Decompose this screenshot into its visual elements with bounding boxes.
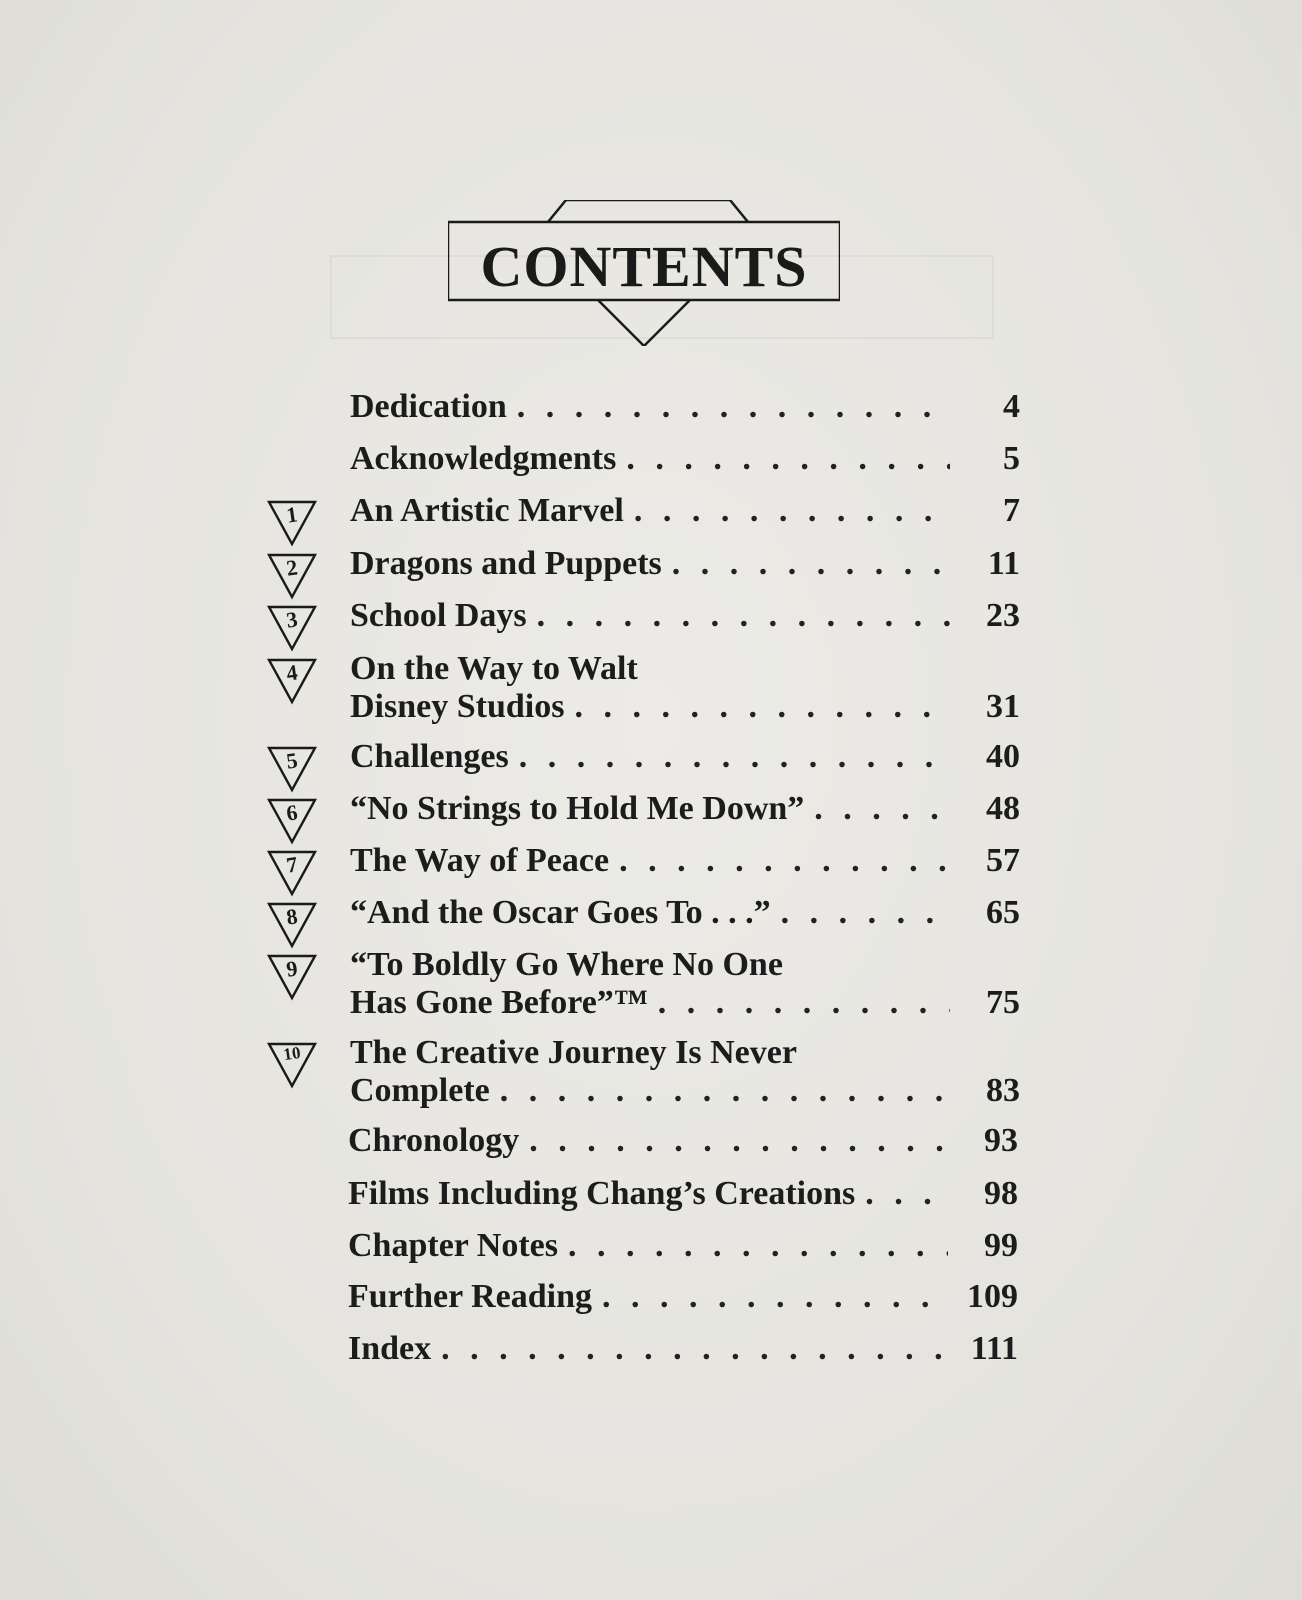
chapter-number-badge [266,900,318,952]
dot-leader [609,842,950,880]
chapter-number: 7 [284,851,300,878]
toc-entry [350,650,1020,726]
chapter-number-badge [266,744,318,796]
toc-entry [350,440,1020,478]
toc-entry [348,1122,1018,1160]
toc-entry-title: “And the Oscar Goes To . . .” [350,894,771,931]
chapter-number: 4 [284,659,300,686]
toc-entry-title: Films Including Chang’s Creations [348,1175,856,1212]
dot-leader [616,440,950,478]
toc-entry-title: An Artistic Marvel [350,492,624,529]
chapter-number-badge [266,952,318,1004]
page-number: 48 [986,790,1020,827]
toc-entry [348,1175,1018,1213]
chapter-number: 2 [284,554,300,581]
toc-entry [350,545,1020,583]
dot-leader [558,1227,948,1265]
chapter-number-badge [266,796,318,848]
chapter-number-badge [266,551,318,603]
toc-entry-title: The Creative Journey Is Never [350,1034,797,1071]
chapter-number-badge [266,848,318,900]
toc-entry-title: Further Reading [348,1278,592,1315]
toc-entry-title: Dedication [350,388,507,425]
toc-entry [350,388,1020,426]
chapter-number: 3 [284,606,300,633]
page-number: 111 [970,1330,1018,1367]
dot-leader [490,1072,950,1110]
toc-entry [350,492,1020,530]
toc-entry-title: Chronology [348,1122,520,1159]
toc-entry-title: The Way of Peace [350,842,610,879]
dot-leader [624,492,950,530]
toc-entry-title: Challenges [350,738,509,775]
toc-entry-title: School Days [350,597,527,634]
dot-leader [527,597,950,635]
toc-entry [348,1278,1018,1316]
toc-entry-title-continued: Has Gone Before”™ [350,984,648,1021]
toc-entry-title: Chapter Notes [348,1227,558,1264]
toc-entry-title: Dragons and Puppets [350,545,662,582]
chapter-number-badge [266,603,318,655]
page-number: 83 [986,1072,1020,1109]
page-number: 7 [1003,492,1020,529]
dot-leader [804,790,950,828]
chapter-number-badge [266,1040,318,1092]
dot-leader [564,688,950,726]
toc-entry [350,894,1020,932]
chapter-number: 6 [284,799,300,826]
chapter-number: 9 [284,955,300,982]
dot-leader [662,545,950,583]
toc-entry-title: Acknowledgments [350,440,617,477]
chapter-number: 1 [284,501,300,528]
toc-entry-title-continued: Disney Studios [350,688,565,725]
dot-leader [507,388,950,426]
chapter-number: 5 [284,747,300,774]
toc-entry [348,1330,1018,1368]
page-number: 5 [1003,440,1020,477]
dot-leader [648,984,950,1022]
page-number: 23 [986,597,1020,634]
dot-leader [509,738,950,776]
toc-entry-title-continued: Complete [350,1072,490,1109]
page-number: 57 [986,842,1020,879]
toc-entry-title: “No Strings to Hold Me Down” [350,790,805,827]
toc-entry [348,1227,1018,1265]
page-number: 31 [986,688,1020,725]
page-title: CONTENTS [480,233,808,299]
toc-entry-title: “To Boldly Go Where No One [350,946,783,983]
page-number: 40 [986,738,1020,775]
toc-entry [350,738,1020,776]
chapter-number-badge [266,498,318,550]
page-number: 93 [984,1122,1018,1159]
chapter-number-badge [266,656,318,708]
toc-entry-title: Index [348,1330,432,1367]
page-number: 75 [986,984,1020,1021]
toc-entry [350,790,1020,828]
page-number: 99 [984,1227,1018,1264]
toc-entry [350,842,1020,880]
chapter-number: 10 [282,1042,302,1065]
toc-entry-title: On the Way to Walt [350,650,638,687]
dot-leader [431,1330,948,1368]
toc-entry [350,597,1020,635]
dot-leader [855,1175,948,1213]
page-number: 65 [986,894,1020,931]
toc-entry [350,946,1020,1022]
page-number: 98 [984,1175,1018,1212]
dot-leader [771,894,950,932]
page-number: 11 [987,545,1020,582]
dot-leader [592,1278,948,1316]
chapter-number: 8 [284,903,300,930]
dot-leader [519,1122,948,1160]
page-number: 4 [1003,388,1020,425]
toc-entry [350,1034,1020,1110]
page-number: 109 [967,1278,1018,1315]
